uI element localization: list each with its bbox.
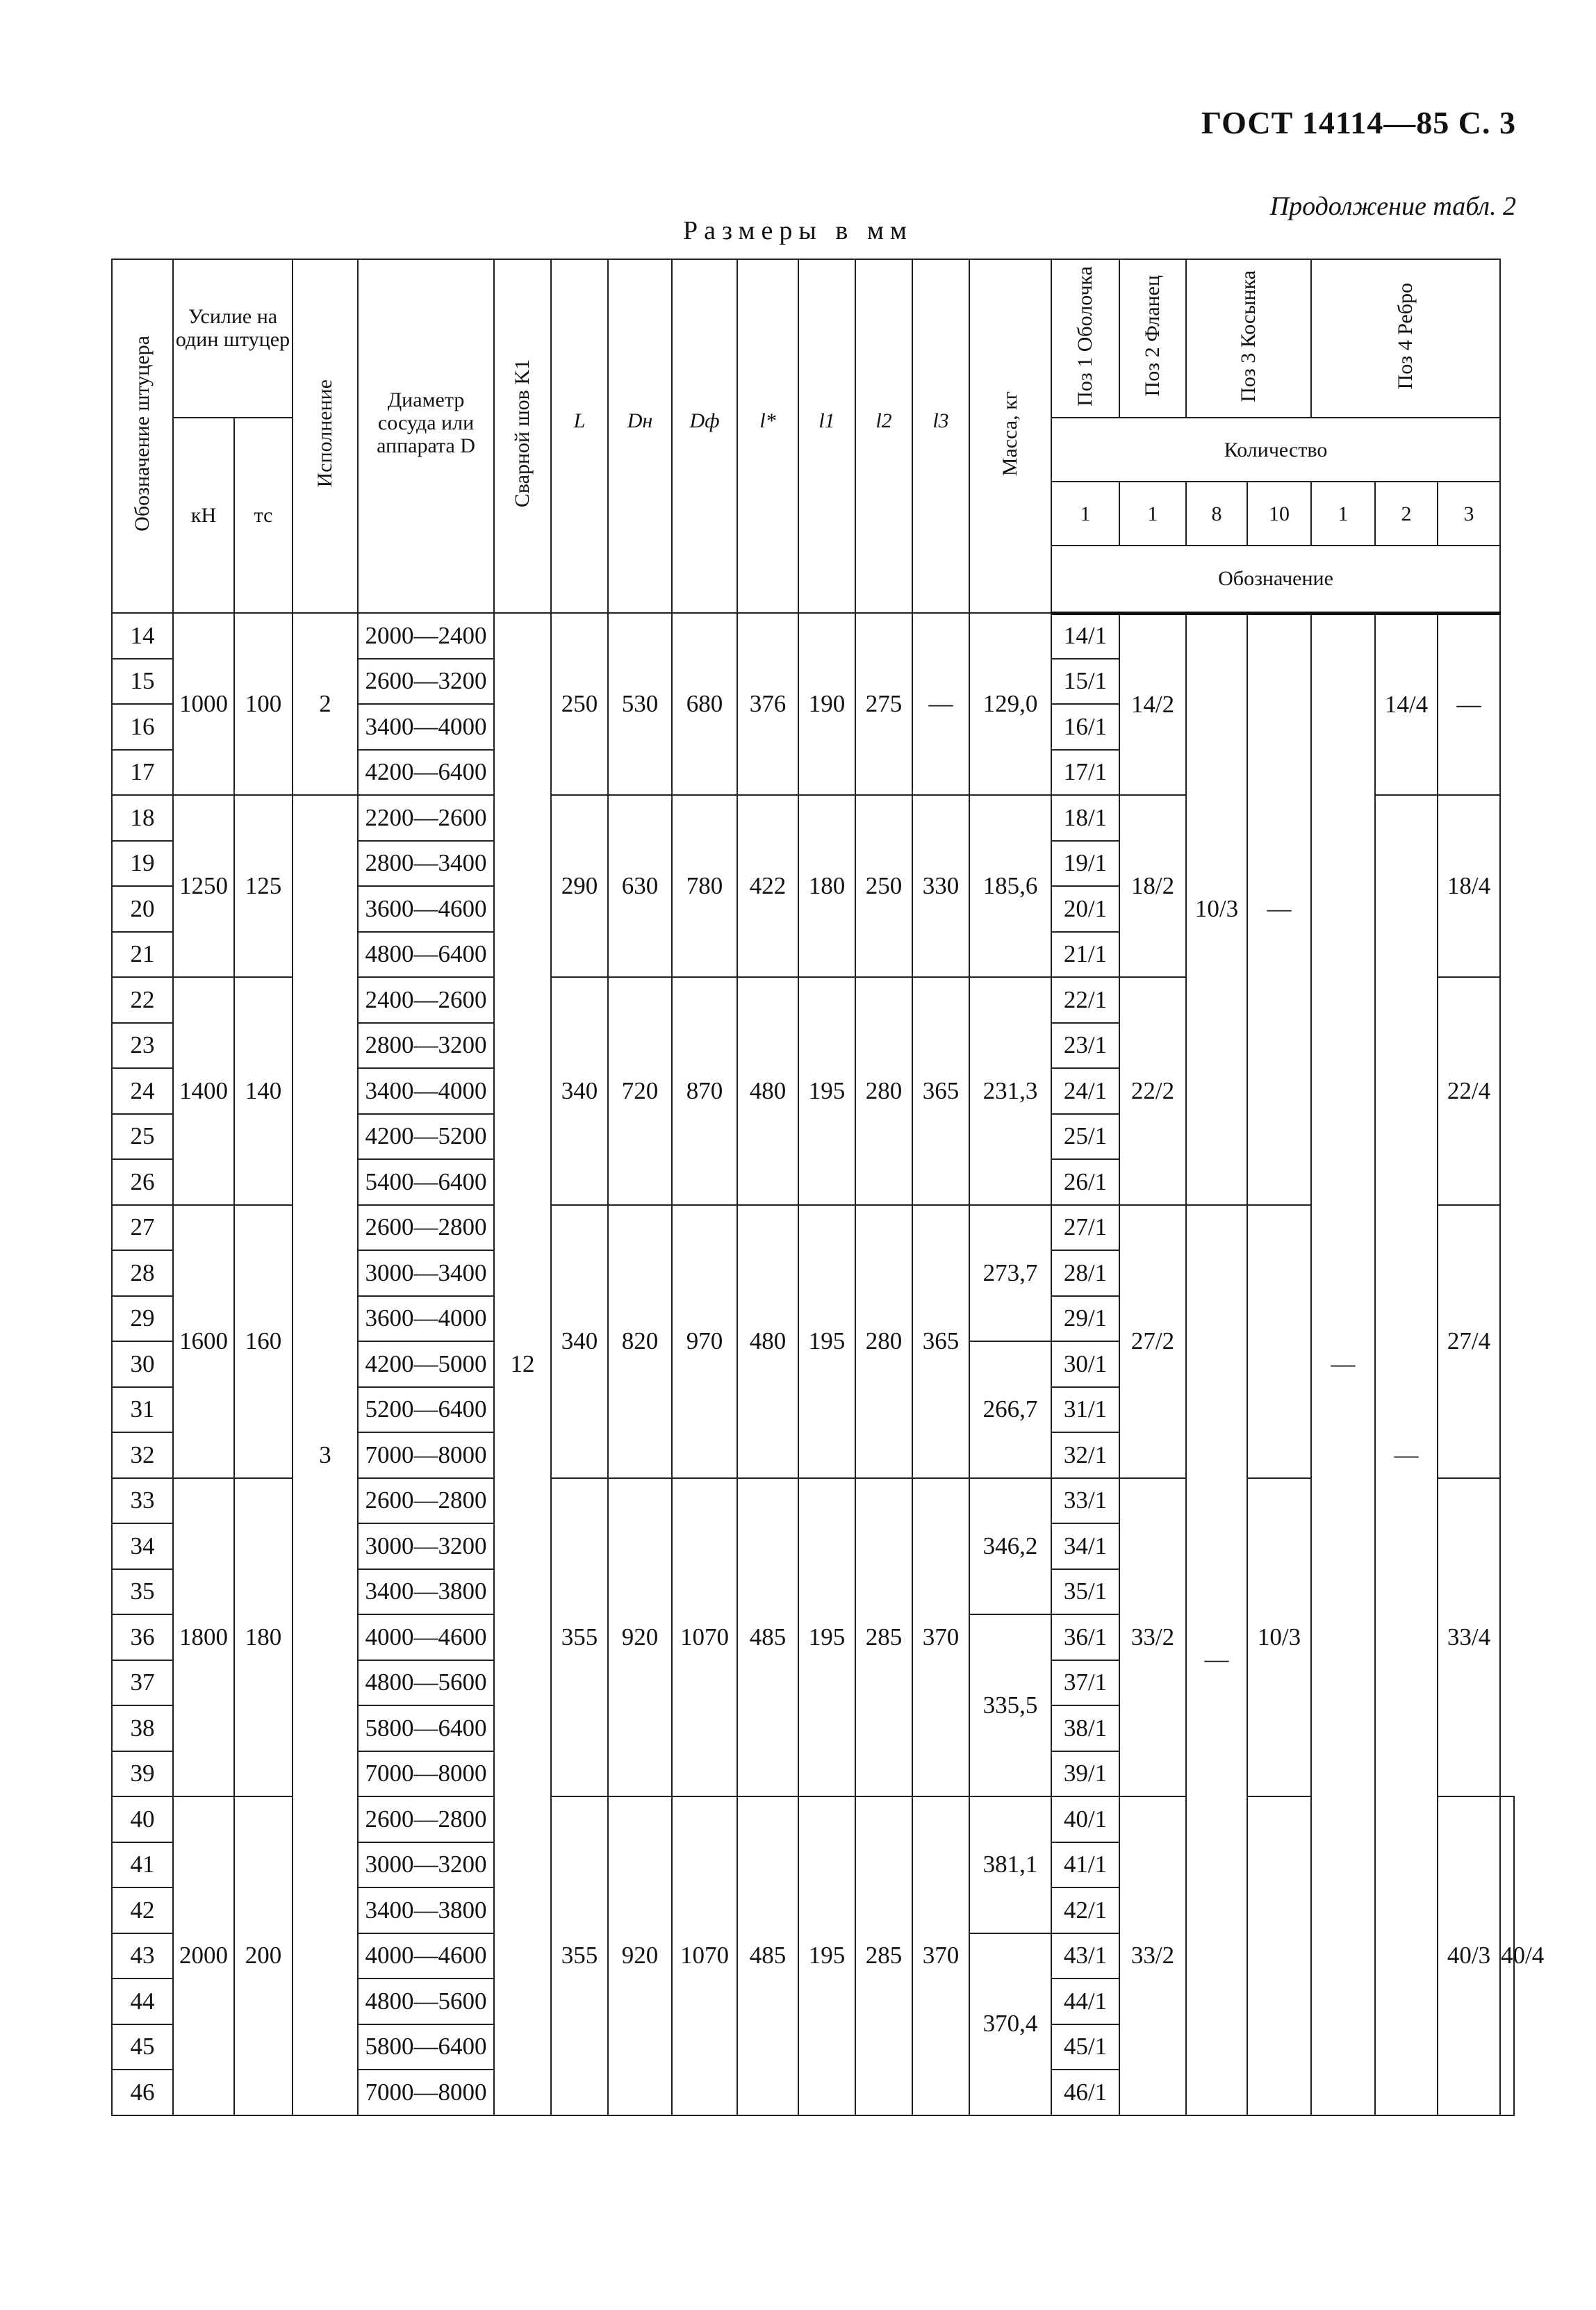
l1-header: l1 (798, 259, 855, 613)
document-reference: ГОСТ 14114—85 С. 3 (1201, 105, 1516, 140)
row-id: 40 (112, 1796, 173, 1842)
quantity-value: 3 (1438, 482, 1500, 546)
pos1-header: Поз 1 Оболочка (1051, 259, 1119, 418)
L-value: 290 (551, 795, 608, 977)
l1-value: 195 (798, 1478, 855, 1797)
pos1-value: 17/1 (1051, 750, 1119, 796)
diameter-range: 4800—6400 (358, 932, 494, 978)
version-value: 2 (293, 613, 358, 795)
Dn-value: 920 (608, 1478, 672, 1797)
mass-value: 266,7 (969, 1341, 1051, 1478)
l1-value: 195 (798, 1205, 855, 1478)
pos3-10-value: 40/3 (1438, 1796, 1500, 2115)
diameter-range: 5400—6400 (358, 1159, 494, 1205)
pos4-3-value: 22/4 (1438, 977, 1500, 1205)
pos1-value: 37/1 (1051, 1660, 1119, 1706)
L-value: 340 (551, 1205, 608, 1478)
l-star-value: 480 (737, 977, 798, 1205)
diameter-range: 5800—6400 (358, 2024, 494, 2070)
Df-value: 780 (672, 795, 737, 977)
pos1-value: 18/1 (1051, 795, 1119, 841)
mass-value: 185,6 (969, 795, 1051, 977)
pos4-header: Поз 4 Ребро (1311, 259, 1500, 418)
row-id: 46 (112, 2070, 173, 2115)
force-tc: 160 (234, 1205, 293, 1478)
row-id: 35 (112, 1569, 173, 1615)
force-tc: 140 (234, 977, 293, 1205)
row-id: 32 (112, 1432, 173, 1478)
row-id: 31 (112, 1387, 173, 1433)
row-id: 34 (112, 1523, 173, 1569)
l1-value: 190 (798, 613, 855, 795)
l2-value: 250 (855, 795, 912, 977)
diameter-range: 3400—3800 (358, 1887, 494, 1933)
Df-value: 1070 (672, 1796, 737, 2115)
force-kn: 2000 (173, 1796, 234, 2115)
mass-value: 370,4 (969, 1933, 1051, 2115)
quantity-value: 2 (1375, 482, 1438, 546)
l2-value: 285 (855, 1796, 912, 2115)
Df-value: 680 (672, 613, 737, 795)
row-id: 17 (112, 750, 173, 796)
pos2-header: Поз 2 Фланец (1119, 259, 1186, 418)
Df-value: 1070 (672, 1478, 737, 1797)
Df-header: Dф (672, 259, 737, 613)
pos4-3-value: — (1438, 613, 1500, 795)
pos1-value: 28/1 (1051, 1250, 1119, 1296)
pos1-value: 16/1 (1051, 704, 1119, 750)
table-continuation-label: Продолжение табл. 2 (1269, 192, 1516, 221)
l-star-value: 376 (737, 613, 798, 795)
designation-label: Обозначение (1051, 546, 1500, 613)
L-value: 355 (551, 1796, 608, 2115)
mass-value: 381,1 (969, 1796, 1051, 1933)
row-id: 44 (112, 1979, 173, 2024)
pos4-3-value: 18/4 (1438, 795, 1500, 977)
row-id: 39 (112, 1751, 173, 1797)
pos2-value: 22/2 (1119, 977, 1186, 1205)
diameter-range: 2600—2800 (358, 1796, 494, 1842)
l3-value: 365 (912, 1205, 969, 1478)
diameter-range: 2200—2600 (358, 795, 494, 841)
pos4-3-value: 33/4 (1438, 1478, 1500, 1797)
diameter-range: 3000—3400 (358, 1250, 494, 1296)
pos1-value: 31/1 (1051, 1387, 1119, 1433)
pos1-value: 21/1 (1051, 932, 1119, 978)
row-id: 45 (112, 2024, 173, 2070)
l-star-header: l* (737, 259, 798, 613)
units-caption: Размеры в мм (683, 216, 913, 245)
pos2-value: 27/2 (1119, 1205, 1186, 1478)
force-tc: 100 (234, 613, 293, 795)
pos1-value: 15/1 (1051, 659, 1119, 705)
pos1-value: 30/1 (1051, 1341, 1119, 1387)
quantity-value: 1 (1119, 482, 1186, 546)
diameter-range: 4000—4600 (358, 1933, 494, 1979)
diameter-range: 3000—3200 (358, 1842, 494, 1888)
diameter-range: 3400—4000 (358, 704, 494, 750)
row-id: 33 (112, 1478, 173, 1524)
pos4-3-value: 40/4 (1500, 1796, 1514, 2115)
row-id: 16 (112, 704, 173, 750)
version-value: 3 (293, 795, 358, 2115)
pos1-value: 27/1 (1051, 1205, 1119, 1251)
row-id: 27 (112, 1205, 173, 1251)
pos1-value: 41/1 (1051, 1842, 1119, 1888)
mass-value: 273,7 (969, 1205, 1051, 1342)
table-header (112, 259, 1514, 613)
Dn-value: 530 (608, 613, 672, 795)
pos1-value: 38/1 (1051, 1705, 1119, 1751)
mass-value: 335,5 (969, 1614, 1051, 1796)
designation-header: Обозначение штуцера (112, 259, 173, 613)
l2-value: 280 (855, 977, 912, 1205)
diameter-range: 3400—4000 (358, 1068, 494, 1114)
pos1-value: 35/1 (1051, 1569, 1119, 1615)
force-tc: 180 (234, 1478, 293, 1797)
row-id: 18 (112, 795, 173, 841)
row-id: 24 (112, 1068, 173, 1114)
row-id: 26 (112, 1159, 173, 1205)
force-tc: 125 (234, 795, 293, 977)
weld-header: Сварной шов K1 (494, 259, 551, 613)
diameter-range: 2600—3200 (358, 659, 494, 705)
tc-header: тс (234, 418, 293, 613)
table-row (112, 613, 1514, 659)
Dn-value: 820 (608, 1205, 672, 1478)
diameter-range: 7000—8000 (358, 1432, 494, 1478)
L-header: L (551, 259, 608, 613)
Df-value: 970 (672, 1205, 737, 1478)
l2-value: 285 (855, 1478, 912, 1797)
l2-header: l2 (855, 259, 912, 613)
pos4-3-value: 27/4 (1438, 1205, 1500, 1478)
pos4-1-value: — (1311, 613, 1375, 2115)
row-id: 23 (112, 1023, 173, 1069)
l2-value: 280 (855, 1205, 912, 1478)
diameter-range: 2800—3400 (358, 841, 494, 887)
mass-value: 129,0 (969, 613, 1051, 795)
quantity-header: Количество (1051, 418, 1500, 482)
l-star-value: 480 (737, 1205, 798, 1478)
diameter-header: Диаметр сосуда или аппарата D (358, 259, 494, 613)
pos1-value: 32/1 (1051, 1432, 1119, 1478)
Df-value: 870 (672, 977, 737, 1205)
pos1-value: 23/1 (1051, 1023, 1119, 1069)
diameter-range: 3600—4600 (358, 886, 494, 932)
pos1-value: 45/1 (1051, 2024, 1119, 2070)
diameter-range: 2600—2800 (358, 1478, 494, 1524)
pos1-value: 20/1 (1051, 886, 1119, 932)
quantity-value: 1 (1051, 482, 1119, 546)
row-id: 42 (112, 1887, 173, 1933)
l3-value: 370 (912, 1796, 969, 2115)
row-id: 28 (112, 1250, 173, 1296)
row-id: 38 (112, 1705, 173, 1751)
l-star-value: 485 (737, 1796, 798, 2115)
mass-value: 346,2 (969, 1478, 1051, 1615)
diameter-range: 2800—3200 (358, 1023, 494, 1069)
row-id: 29 (112, 1296, 173, 1342)
diameter-range: 7000—8000 (358, 1751, 494, 1797)
pos3-10-value: — (1247, 613, 1311, 1205)
diameter-range: 5800—6400 (358, 1705, 494, 1751)
force-kn: 1000 (173, 613, 234, 795)
row-id: 36 (112, 1614, 173, 1660)
mass-header: Масса, кг (969, 259, 1051, 613)
pos1-value: 29/1 (1051, 1296, 1119, 1342)
row-id: 21 (112, 932, 173, 978)
pos3-8-value: 10/3 (1186, 613, 1247, 1205)
quantity-value: 10 (1247, 482, 1311, 546)
diameter-range: 3400—3800 (358, 1569, 494, 1615)
row-id: 37 (112, 1660, 173, 1706)
kn-header: кН (173, 418, 234, 613)
l3-value: 330 (912, 795, 969, 977)
pos1-value: 36/1 (1051, 1614, 1119, 1660)
quantity-value: 8 (1186, 482, 1247, 546)
pos2-value: 14/2 (1119, 613, 1186, 795)
weld-value: 12 (494, 613, 551, 2115)
pos1-value: 14/1 (1051, 613, 1119, 659)
force-header: Усилие на один штуцер (173, 259, 293, 418)
diameter-range: 5200—6400 (358, 1387, 494, 1433)
l3-value: — (912, 613, 969, 795)
row-id: 43 (112, 1933, 173, 1979)
pos1-value: 22/1 (1051, 977, 1119, 1023)
quantity-value: 1 (1311, 482, 1375, 546)
pos3-header: Поз 3 Косынка (1186, 259, 1311, 418)
diameter-range: 4800—5600 (358, 1660, 494, 1706)
dimensions-table (111, 259, 1545, 2116)
l1-value: 195 (798, 1796, 855, 2115)
pos2-value: 33/2 (1119, 1796, 1186, 2115)
row-id: 22 (112, 977, 173, 1023)
l3-header: l3 (912, 259, 969, 613)
diameter-range: 7000—8000 (358, 2070, 494, 2115)
diameter-range: 2000—2400 (358, 613, 494, 659)
row-id: 41 (112, 1842, 173, 1888)
diameter-range: 2400—2600 (358, 977, 494, 1023)
l3-value: 370 (912, 1478, 969, 1797)
l1-value: 180 (798, 795, 855, 977)
force-kn: 1600 (173, 1205, 234, 1478)
row-id: 19 (112, 841, 173, 887)
pos1-value: 24/1 (1051, 1068, 1119, 1114)
pos1-value: 34/1 (1051, 1523, 1119, 1569)
pos3-8-value: — (1186, 1205, 1247, 2115)
Dn-value: 630 (608, 795, 672, 977)
Dn-value: 920 (608, 1796, 672, 2115)
pos2-value: 18/2 (1119, 795, 1186, 977)
diameter-range: 4200—5200 (358, 1114, 494, 1160)
mass-value: 231,3 (969, 977, 1051, 1205)
l-star-value: 422 (737, 795, 798, 977)
l3-value: 365 (912, 977, 969, 1205)
pos1-value: 43/1 (1051, 1933, 1119, 1979)
diameter-range: 4800—5600 (358, 1979, 494, 2024)
diameter-range: 2600—2800 (358, 1205, 494, 1251)
row-id: 30 (112, 1341, 173, 1387)
pos2-value: 33/2 (1119, 1478, 1186, 1797)
pos4-2-value: 14/4 (1375, 613, 1438, 795)
pos3-10-value: 10/3 (1247, 1478, 1311, 1797)
L-value: 355 (551, 1478, 608, 1797)
pos1-value: 42/1 (1051, 1887, 1119, 1933)
force-tc: 200 (234, 1796, 293, 2115)
force-kn: 1800 (173, 1478, 234, 1797)
pos1-value: 25/1 (1051, 1114, 1119, 1160)
pos1-value: 19/1 (1051, 841, 1119, 887)
L-value: 250 (551, 613, 608, 795)
diameter-range: 3600—4000 (358, 1296, 494, 1342)
pos4-2-value: — (1375, 795, 1438, 2115)
pos3-8-value (1247, 1796, 1311, 2115)
l1-value: 195 (798, 977, 855, 1205)
diameter-range: 4200—5000 (358, 1341, 494, 1387)
pos1-value: 40/1 (1051, 1796, 1119, 1842)
row-id: 15 (112, 659, 173, 705)
force-kn: 1400 (173, 977, 234, 1205)
diameter-range: 4000—4600 (358, 1614, 494, 1660)
row-id: 14 (112, 613, 173, 659)
pos1-value: 33/1 (1051, 1478, 1119, 1524)
diameter-range: 3000—3200 (358, 1523, 494, 1569)
l-star-value: 485 (737, 1478, 798, 1797)
pos1-value: 39/1 (1051, 1751, 1119, 1797)
pos1-value: 44/1 (1051, 1979, 1119, 2024)
row-id: 25 (112, 1114, 173, 1160)
version-header: Исполнение (293, 259, 358, 613)
L-value: 340 (551, 977, 608, 1205)
pos3-10-value (1247, 1205, 1311, 1478)
l2-value: 275 (855, 613, 912, 795)
force-kn: 1250 (173, 795, 234, 977)
Dn-value: 720 (608, 977, 672, 1205)
Dn-header: Dн (608, 259, 672, 613)
diameter-range: 4200—6400 (358, 750, 494, 796)
pos1-value: 46/1 (1051, 2070, 1119, 2115)
row-id: 20 (112, 886, 173, 932)
pos1-value: 26/1 (1051, 1159, 1119, 1205)
